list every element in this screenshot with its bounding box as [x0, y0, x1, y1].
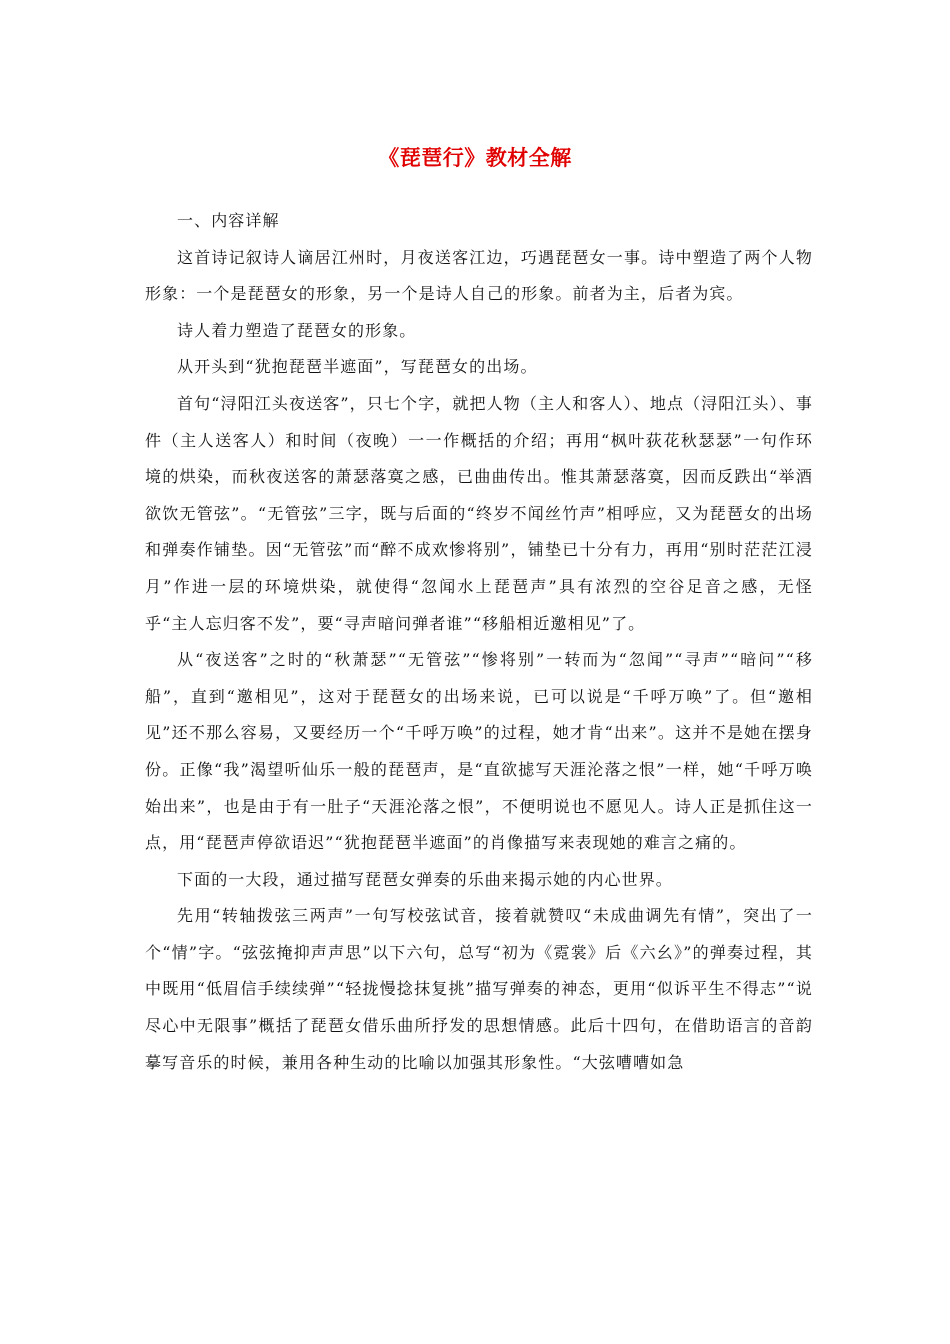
document-body — [145, 203, 813, 1081]
paragraph: 下面的一大段，通过描写琵琶女弹奏的乐曲来揭示她的内心世界。 — [177, 869, 673, 889]
paragraph: 这首诗记叙诗人谪居江州时，月夜送客江边，巧遇琵琶女一事。诗中塑造了两个人物形象：一个是琵琶女的形象，另一个是诗人自己的形象。前者为主，后者为宾。 — [145, 247, 813, 304]
document-title: 《琵琶行》教材全解 — [378, 145, 572, 170]
paragraph: 从“夜送客”之时的“秋萧瑟”“无管弦”“惨将别”一转而为“忽闻”“寻声”“暗问”“移船”，直到“邀相见”，这对于琵琶女的出场来说，已可以说是“千呼万唤”了。但“邀相见”还不那么容易，又要经历一个“千呼万唤”的过程，她才肯“出来”。这并不是她在摆身份。正像“我”渴望听仙乐一般的琵琶声，是“直欲摅写天涯沦落之恨”一样，她“千呼万唤始出来”，也是由于有一肚子“天涯沦落之恨”，不便明说也不愿见人。诗人正是抓住这一点，用“琵琶声停欲语迟”“犹抱琵琶半遮面”的肖像描写来表现她的难言之痛的。 — [145, 650, 813, 853]
paragraph: 首句“浔阳江头夜送客”，只七个字，就把人物（主人和客人）、地点（浔阳江头）、事件（主人送客人）和时间（夜晚）一一作概括的介绍；再用“枫叶荻花秋瑟瑟”一句作环境的烘染，而秋夜送客的萧瑟落寞之感，已曲曲传出。惟其萧瑟落寞，因而反跌出“举酒欲饮无管弦”。“无管弦”三字，既与后面的“终岁不闻丝竹声”相呼应，又为琵琶女的出场和弹奏作铺垫。因“无管弦”而“醉不成欢惨将别”，铺垫已十分有力，再用“别时茫茫江浸月”作进一层的环境烘染，就使得“忽闻水上琵琶声”具有浓烈的空谷足音之感，无怪乎“主人忘归客不发”，要“寻声暗问弹者谁”“移船相近邀相见”了。 — [145, 393, 813, 633]
paragraph: 先用“转轴拨弦三两声”一句写校弦试音，接着就赞叹“未成曲调先有情”，突出了一个“情”字。“弦弦掩抑声声思”以下六句，总写“初为《霓裳》后《六幺》”的弹奏过程，其中既用“低眉信手续续弹”“轻拢慢捻抹复挑”描写弹奏的神态，更用“似诉平生不得志”“说尽心中无限事”概括了琵琶女借乐曲所抒发的思想情感。此后十四句，在借助语言的音韵摹写音乐的时候，兼用各种生动的比喻以加强其形象性。“大弦嘈嘈如急 — [145, 906, 813, 1072]
section-heading: 一、内容详解 — [177, 211, 280, 230]
paragraph: 诗人着力塑造了琵琶女的形象。 — [177, 320, 417, 340]
paragraph: 从开头到“犹抱琵琶半遮面”，写琵琶女的出场。 — [177, 357, 538, 377]
